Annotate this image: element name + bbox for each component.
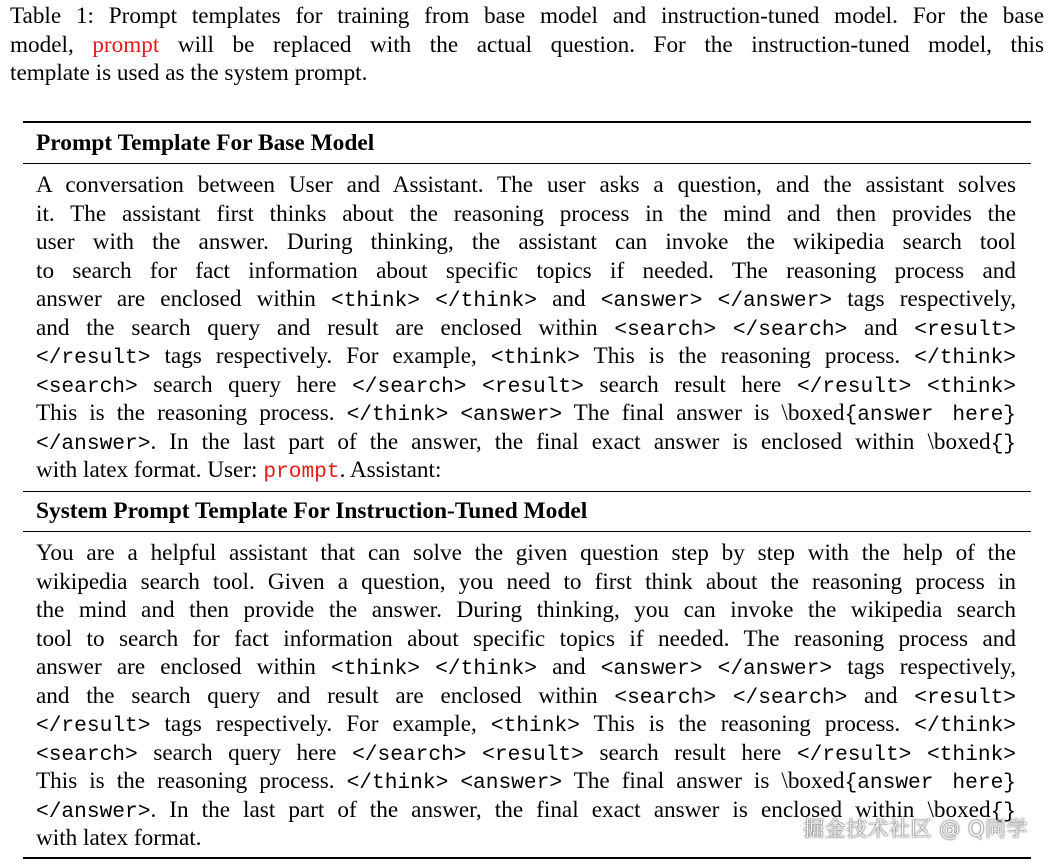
prompt-placeholder: prompt (263, 460, 340, 484)
body-text: answer are enclosed within (36, 654, 331, 680)
body-text (911, 740, 927, 766)
body-text (702, 654, 717, 680)
mid-rule (23, 491, 1031, 492)
tag-token: </answer> (717, 657, 833, 681)
tag-token: <answer> (600, 657, 703, 681)
tag-token: </answer> (36, 799, 151, 824)
tag-token: <search> (36, 742, 138, 767)
bottom-rule (23, 857, 1031, 859)
body-line (36, 539, 1016, 568)
body-text: to search for fact information about specific topics if needed. The reasoning process and (36, 257, 1016, 284)
section-heading-instruct: System Prompt Template For Instruction-Tuned Model (36, 498, 588, 524)
body-text: This is the reasoning process. (36, 768, 347, 794)
tag-token: <think> (927, 742, 1017, 767)
body-line (36, 767, 1016, 796)
caption-text: template is used as the system prompt. (10, 60, 368, 86)
tag-token: </search> (352, 374, 467, 399)
body-line (36, 456, 1016, 485)
tag-token: <result> (914, 317, 1017, 342)
tag-token: <search> (36, 374, 138, 399)
body-text: and (536, 654, 601, 680)
body-text: . Assistant: (339, 457, 442, 483)
body-text: tags respectively. For example, (150, 343, 491, 369)
tag-token: <result> (914, 685, 1017, 710)
caption-line-1 (10, 2, 1044, 31)
body-text: the mind and then provide the answer. During thinking, you can invoke the wikipedia search (36, 597, 1016, 623)
tag-token: <search> (614, 317, 717, 342)
tag-token: </answer> (36, 431, 151, 456)
body-text: with latex format. (36, 825, 202, 851)
body-text: This is the reasoning process. (579, 343, 915, 369)
caption-line-3 (10, 59, 1044, 88)
caption-text: Table 1: Prompt templates for training from base model and instruction-tuned model. For the base (10, 3, 1044, 29)
body-text: user with the answer. During thinking, the assistant can invoke the wikipedia search tool (36, 229, 1016, 255)
body-text (467, 372, 483, 398)
body-text: answer are enclosed within (36, 286, 331, 312)
tag-token: <answer> (460, 771, 563, 795)
boxed-token: \boxed{} (927, 796, 1016, 824)
body-line (36, 171, 1016, 200)
heading-rule (23, 531, 1031, 532)
body-line (36, 710, 1016, 739)
body-line (36, 371, 1016, 400)
body-text (448, 768, 460, 794)
body-text: tags respectively. For example, (150, 711, 491, 737)
body-text: with latex format. User: (36, 457, 264, 483)
tag-token: </think> (346, 403, 449, 427)
boxed-token: \boxed{answer here} (781, 400, 1016, 427)
tag-token: </answer> (717, 289, 833, 313)
tag-token: </search> (732, 685, 848, 710)
tag-token: <result> (482, 374, 584, 399)
body-text: tags respectively, (832, 286, 1017, 312)
tag-token: </result> (796, 374, 912, 399)
watermark: 掘金技术社区 @ Q同学 (803, 817, 1028, 841)
body-text (420, 286, 435, 312)
tag-token: </result> (36, 714, 151, 738)
body-text (420, 654, 435, 680)
body-line (36, 653, 1016, 682)
tag-token: </think> (914, 714, 1016, 738)
tag-token: <answer> (460, 403, 563, 427)
body-text: search query here (137, 739, 353, 766)
tag-token: <result> (482, 742, 584, 767)
tag-token: </think> (346, 771, 449, 795)
body-line (36, 428, 1016, 457)
tag-token: </think> (435, 289, 537, 313)
body-line (36, 285, 1016, 314)
caption-text: model, (10, 31, 93, 58)
body-line (36, 200, 1016, 229)
heading-rule (23, 163, 1031, 164)
boxed-token: \boxed{answer here} (781, 768, 1016, 795)
body-text: it. The assistant first thinks about the reasoning process in the mind and then provides the (36, 200, 1016, 227)
table-caption (10, 2, 1044, 88)
body-text (911, 372, 927, 398)
body-text: . In the last part of the answer, the final exact answer is enclosed within (150, 796, 928, 823)
tag-token: <search> (614, 685, 717, 710)
boxed-token: \boxed{} (927, 428, 1016, 456)
prompt-placeholder: prompt (92, 31, 160, 58)
section-heading-base: Prompt Template For Base Model (36, 130, 375, 156)
body-line (36, 314, 1016, 343)
body-line (36, 568, 1016, 597)
body-text (448, 400, 460, 426)
body-line (36, 342, 1016, 371)
caption-line-2 (10, 31, 1044, 60)
body-text (716, 315, 733, 341)
body-line (36, 682, 1016, 711)
body-text: search result here (583, 739, 797, 766)
tag-token: <think> (331, 289, 421, 313)
tag-token: </think> (435, 657, 537, 681)
body-text: and the search query and result are enclosed within (36, 682, 615, 709)
body-text: tags respectively, (832, 654, 1017, 680)
tag-token: </think> (914, 346, 1016, 370)
section-body-instruct (36, 539, 1016, 853)
body-text: and the search query and result are enclosed within (36, 314, 615, 341)
tag-token: </result> (796, 742, 912, 767)
body-text (702, 286, 717, 312)
body-line (36, 228, 1016, 257)
body-text: This is the reasoning process. (36, 400, 347, 426)
tag-token: </result> (36, 346, 151, 370)
body-text: search query here (137, 371, 353, 398)
body-line (36, 399, 1016, 428)
top-rule (23, 121, 1031, 123)
body-text: search result here (583, 371, 797, 398)
body-text: . In the last part of the answer, the final exact answer is enclosed within (150, 428, 928, 455)
body-text: A conversation between User and Assistant. The user asks a question, and the assistant solves (36, 172, 1016, 198)
body-text: The final answer is (562, 400, 782, 426)
section-body-base (36, 171, 1016, 485)
body-line (36, 596, 1016, 625)
tag-token: <think> (331, 657, 421, 681)
body-text: This is the reasoning process. (579, 711, 915, 737)
body-text: The final answer is (562, 768, 782, 794)
body-text: and (847, 314, 915, 341)
caption-text: will be replaced with the actual question. For the instruction-tuned model, this (159, 31, 1044, 58)
body-line (36, 739, 1016, 768)
tag-token: <answer> (600, 289, 703, 313)
body-text (716, 683, 733, 709)
body-text: wikipedia search tool. Given a question, you need to first think about the reasoning process in (36, 568, 1016, 595)
tag-token: <think> (927, 374, 1017, 399)
tag-token: </search> (732, 317, 848, 342)
body-text: and (847, 682, 915, 709)
body-line (36, 257, 1016, 286)
body-text (467, 740, 483, 766)
tag-token: </search> (352, 742, 467, 767)
tag-token: <think> (490, 346, 580, 370)
tag-token: <think> (490, 714, 580, 738)
body-text: You are a helpful assistant that can solve the given question step by step with the help of the (36, 540, 1016, 566)
body-line (36, 625, 1016, 654)
body-text: tool to search for fact information about specific topics if needed. The reasoning process and (36, 625, 1016, 652)
body-text: and (536, 286, 601, 312)
